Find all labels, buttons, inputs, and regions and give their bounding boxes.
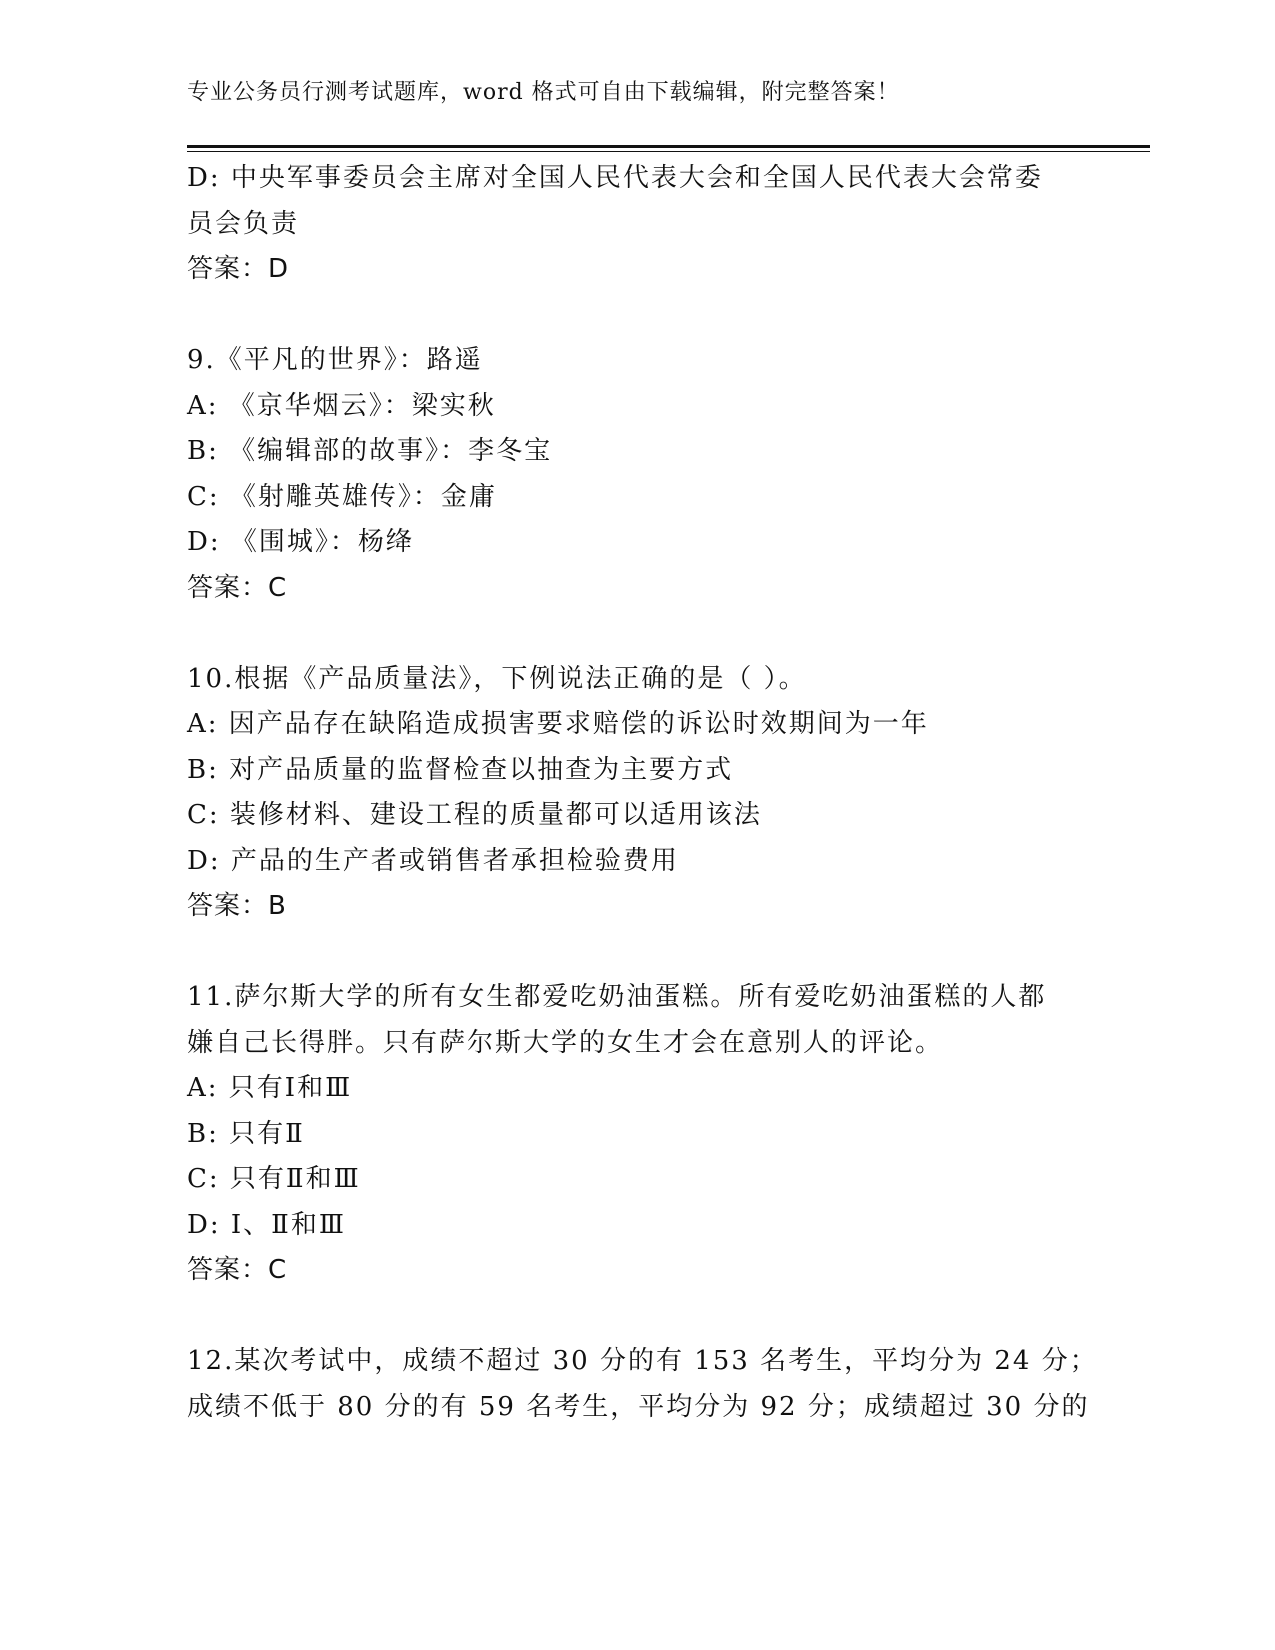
option-d: D: 产品的生产者或销售者承担检验费用	[187, 845, 679, 876]
page-header-title: 专业公务员行测考试题库，word 格式可自由下载编辑，附完整答案！	[187, 80, 900, 105]
spacer	[187, 611, 1087, 657]
header-divider-thin	[187, 151, 1150, 152]
question-previous	[187, 156, 1087, 293]
question-9	[187, 338, 1087, 611]
answer-label: 答案：D	[187, 254, 290, 284]
question-11	[187, 975, 1087, 1294]
option-d: D: 中央军事委员会主席对全国人民代表大会和全国人民代表大会常委	[187, 163, 1043, 193]
option-d: D: Ⅰ、Ⅱ和Ⅲ	[187, 1209, 346, 1240]
option-a: A: 《京华烟云》：梁实秋	[187, 390, 496, 421]
option-c: C: 《射雕英雄传》：金庸	[187, 481, 497, 512]
option-d-continued: 员会负责	[187, 208, 300, 239]
spacer	[187, 293, 1087, 339]
option-c: C: 只有Ⅱ和Ⅲ	[187, 1164, 361, 1194]
question-stem: 10.根据《产品质量法》，下例说法正确的是（ ）。	[187, 663, 807, 694]
answer-label: 答案：B	[187, 891, 287, 921]
question-12	[187, 1339, 1098, 1430]
option-d: D: 《围城》：杨绛	[187, 527, 414, 557]
answer-label: 答案：C	[187, 1255, 288, 1285]
spacer	[187, 930, 1087, 976]
header-divider-thick	[187, 145, 1150, 148]
option-b: B: 《编辑部的故事》：李冬宝	[187, 436, 553, 466]
option-a: A: 因产品存在缺陷造成损害要求赔偿的诉讼时效期间为一年	[187, 709, 929, 739]
option-a: A: 只有Ⅰ和Ⅲ	[187, 1073, 353, 1103]
question-stem: 9.《平凡的世界》：路遥	[187, 345, 483, 375]
question-stem-continued: 嫌自己长得胖。只有萨尔斯大学的女生才会在意别人的评论。	[187, 1027, 944, 1058]
spacer	[187, 1294, 1087, 1340]
question-10	[187, 657, 1087, 930]
option-b: B: 只有Ⅱ	[187, 1118, 305, 1149]
answer-label: 答案：C	[187, 572, 288, 603]
option-c: C: 装修材料、建设工程的质量都可以适用该法	[187, 800, 762, 830]
question-stem: 11.萨尔斯大学的所有女生都爱吃奶油蛋糕。所有爱吃奶油蛋糕的人都	[187, 982, 1047, 1012]
question-list	[187, 156, 1098, 1430]
question-stem: 12.某次考试中，成绩不超过 30 分的有 153 名考生，平均分为 24 分；	[187, 1346, 1098, 1376]
question-stem-continued: 成绩不低于 80 分的有 59 名考生，平均分为 92 分；成绩超过 30 分的	[187, 1391, 1090, 1422]
option-b: B: 对产品质量的监督检查以抽查为主要方式	[187, 754, 734, 785]
